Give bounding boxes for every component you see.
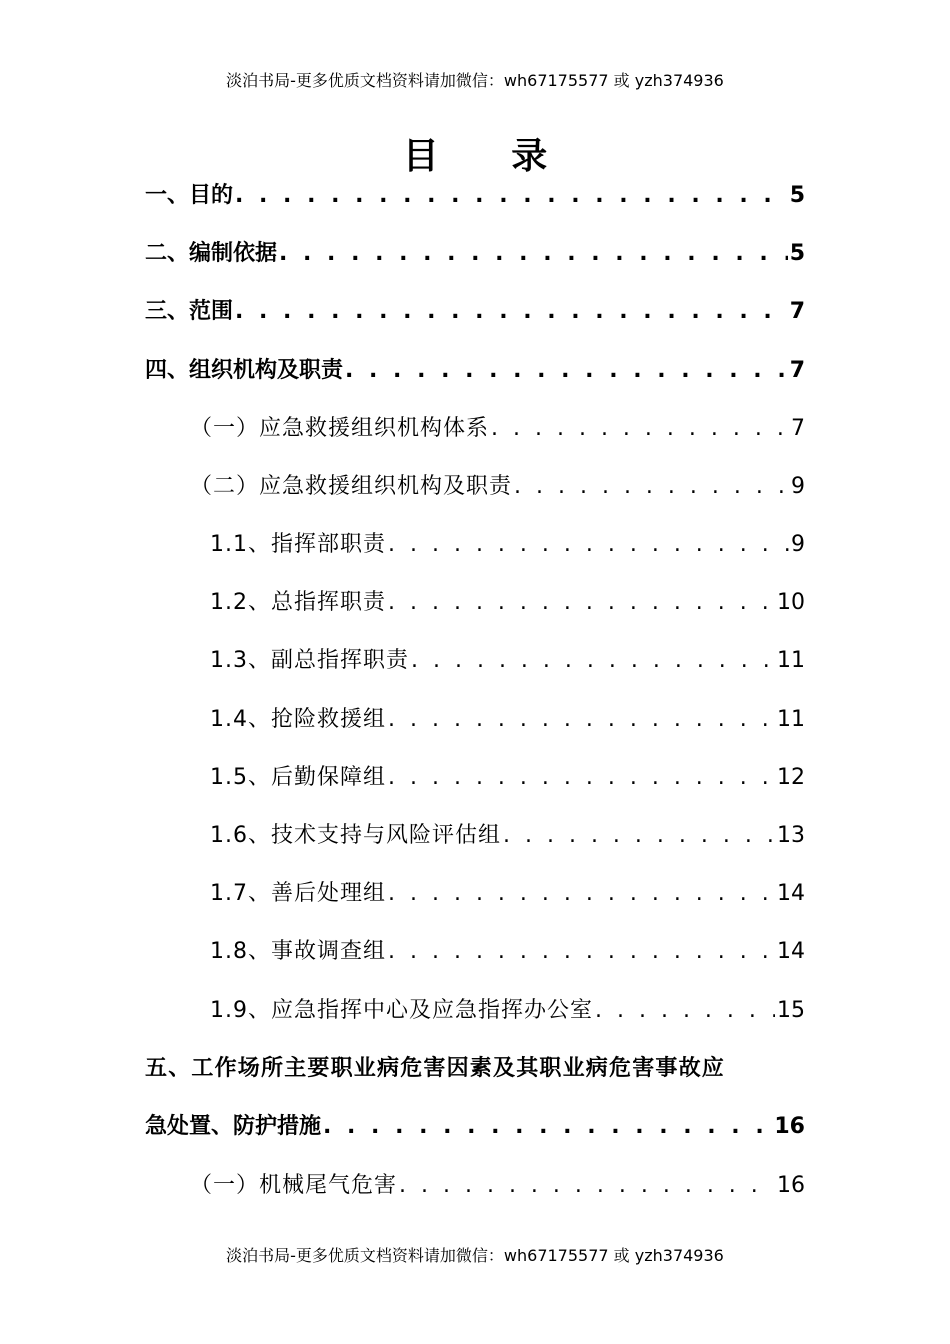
toc-entry[interactable]: [210, 643, 805, 673]
toc-entry-label: 1.9、应急指挥中心及应急指挥办公室: [210, 998, 593, 1023]
toc-entry-page: 16: [777, 1173, 805, 1198]
toc-entry-page: 7: [789, 358, 805, 383]
toc-entry-label: 1.3、副总指挥职责: [210, 648, 409, 673]
toc-entry-label: 1.4、抢险救援组: [210, 707, 386, 732]
toc-entry[interactable]: [210, 993, 805, 1023]
toc-entry[interactable]: [210, 934, 805, 964]
toc-leader-dots: [503, 823, 775, 848]
toc-entry-page: 16: [774, 1114, 805, 1139]
page-header-watermark: 淡泊书局-更多优质文档资料请加微信：wh67175577 或 yzh374936: [226, 71, 724, 90]
toc-entry-page: 11: [777, 648, 805, 673]
toc-entry-label: 一、目的: [145, 183, 234, 208]
toc-entry[interactable]: [210, 527, 805, 557]
toc-entry[interactable]: [210, 818, 805, 848]
toc-entry-page: 11: [777, 707, 805, 732]
toc-leader-dots: [388, 590, 775, 615]
toc-leader-dots: [388, 532, 789, 557]
page-footer-watermark: 淡泊书局-更多优质文档资料请加微信：wh67175577 或 yzh374936: [226, 1246, 724, 1265]
toc-leader-dots: [279, 241, 788, 266]
toc-entry[interactable]: [190, 411, 805, 441]
toc-entry-label: 二、编制依据: [145, 241, 278, 266]
toc-entry-page: 9: [791, 532, 805, 557]
toc-entry[interactable]: [190, 1168, 805, 1198]
toc-entry-page: 7: [791, 416, 805, 441]
toc-leader-dots: [399, 1173, 775, 1198]
toc-leader-dots: [388, 765, 775, 790]
toc-leader-dots: [235, 183, 788, 208]
toc-leader-dots: [323, 1114, 772, 1139]
toc-leader-dots: [388, 939, 775, 964]
toc-entry-page: 7: [789, 299, 805, 324]
toc-leader-dots: [235, 299, 788, 324]
toc-entry-label: 1.1、指挥部职责: [210, 532, 386, 557]
toc-entry-wrapped-line[interactable]: 五、工作场所主要职业病危害因素及其职业病危害事故应: [145, 1056, 726, 1081]
toc-entry[interactable]: [210, 585, 805, 615]
toc-entry-page: 5: [789, 183, 805, 208]
toc-entry[interactable]: [190, 469, 805, 499]
toc-entry[interactable]: [145, 178, 805, 208]
toc-entry-label: 1.5、后勤保障组: [210, 765, 386, 790]
toc-entry-label: 四、组织机构及职责: [145, 358, 344, 383]
toc-entry-page: 10: [777, 590, 805, 615]
toc-leader-dots: [388, 707, 775, 732]
toc-entry-page: 13: [777, 823, 805, 848]
toc-entry[interactable]: [145, 236, 805, 266]
toc-entry-label: 1.2、总指挥职责: [210, 590, 386, 615]
toc-entry[interactable]: [210, 702, 805, 732]
toc-entry-label: （一）应急救援组织机构体系: [190, 416, 490, 441]
toc-entry-page: 12: [777, 765, 805, 790]
toc-leader-dots: [514, 474, 789, 499]
toc-entry-label: 1.6、技术支持与风险评估组: [210, 823, 501, 848]
toc-entry-label: 1.8、事故调查组: [210, 939, 386, 964]
page-title: 目 录: [402, 136, 578, 177]
toc-entry[interactable]: [145, 353, 805, 383]
toc-leader-dots: [411, 648, 775, 673]
toc-entry-label: 急处置、防护措施: [145, 1114, 322, 1139]
toc-entry-label: 1.7、善后处理组: [210, 881, 386, 906]
toc-leader-dots: [491, 416, 789, 441]
toc-entry-page: 5: [789, 241, 805, 266]
toc-entry-page: 14: [777, 939, 805, 964]
toc-entry-label: （二）应急救援组织机构及职责: [190, 474, 513, 499]
toc-entry[interactable]: [145, 1109, 805, 1139]
toc-entry-label: （一）机械尾气危害: [190, 1173, 398, 1198]
toc-entry[interactable]: [145, 294, 805, 324]
toc-entry-label: 三、范围: [145, 299, 234, 324]
toc-entry-page: 14: [777, 881, 805, 906]
toc-entry[interactable]: [210, 876, 805, 906]
toc-leader-dots: [595, 998, 775, 1023]
toc-entry-page: 9: [791, 474, 805, 499]
toc-entry[interactable]: [210, 760, 805, 790]
toc-leader-dots: [345, 358, 788, 383]
toc-entry-page: 15: [777, 998, 805, 1023]
toc-leader-dots: [388, 881, 775, 906]
